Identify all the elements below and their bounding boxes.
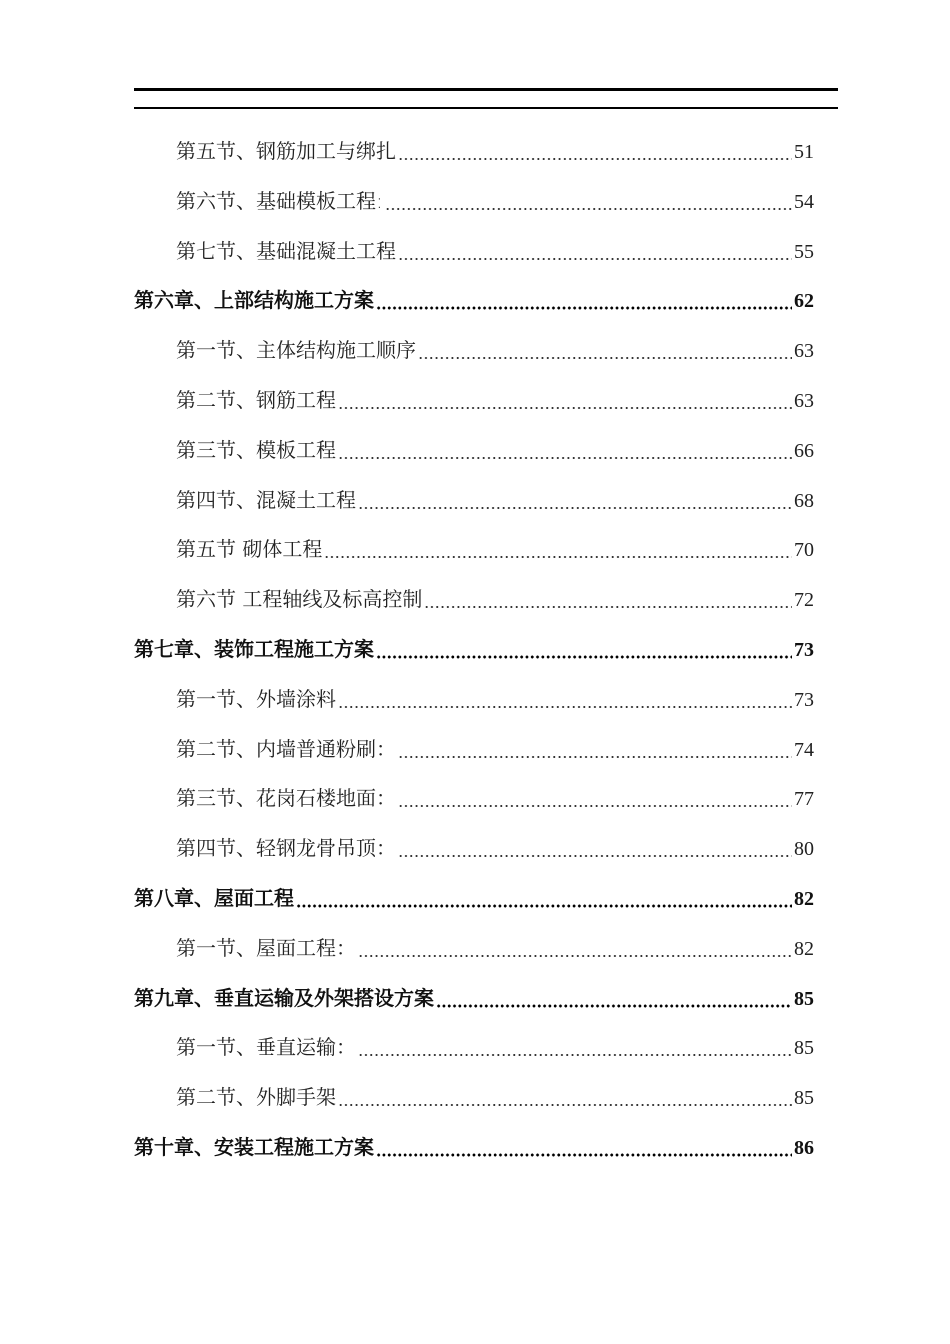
- toc-dot-leader: [338, 1087, 792, 1107]
- toc-page-number: 77: [794, 788, 814, 811]
- toc-chapter-entry[interactable]: [134, 625, 814, 675]
- toc-chapter-entry[interactable]: [134, 974, 814, 1024]
- toc-entry-title: 第六章、上部结构施工方案: [134, 288, 374, 313]
- toc-section-entry[interactable]: [134, 924, 814, 974]
- toc-dot-leader: [398, 739, 792, 759]
- toc-dot-leader: [436, 988, 792, 1008]
- header-rule-thick: [134, 88, 838, 91]
- toc-page-number: 80: [794, 838, 814, 861]
- toc-section-entry[interactable]: [134, 177, 814, 227]
- toc-dot-leader: [296, 888, 792, 908]
- toc-dot-leader: [398, 838, 792, 858]
- toc-dot-leader: [398, 241, 792, 261]
- toc-chapter-entry[interactable]: [134, 276, 814, 326]
- toc-entry-title: 第一节、屋面工程：: [176, 935, 356, 960]
- toc-dot-leader: [358, 490, 792, 510]
- toc-section-entry[interactable]: [134, 227, 814, 277]
- toc-entry-title: 第六节 工程轴线及标高控制: [176, 587, 423, 612]
- toc-page-number: 82: [794, 887, 814, 910]
- toc-entry-title: 第九章、垂直运输及外架搭设方案: [134, 985, 434, 1010]
- toc-dot-leader: [398, 788, 792, 808]
- toc-entry-title: 第一节、主体结构施工顺序: [176, 338, 416, 363]
- toc-entry-title: 第七章、装饰工程施工方案: [134, 636, 374, 661]
- toc-section-entry[interactable]: [134, 376, 814, 426]
- toc-page-number: 70: [794, 539, 814, 562]
- toc-section-entry[interactable]: [134, 525, 814, 575]
- toc-section-entry[interactable]: [134, 326, 814, 376]
- toc-page-number: 85: [794, 1087, 814, 1110]
- toc-entry-title: 第三节、模板工程: [176, 437, 336, 462]
- toc-entry-title: 第二节、外脚手架: [176, 1085, 336, 1110]
- toc-page-number: 62: [794, 290, 814, 313]
- toc-chapter-entry[interactable]: [134, 874, 814, 924]
- toc-entry-title: 第七节、基础混凝土工程: [176, 238, 396, 263]
- toc-dot-leader: [324, 539, 792, 559]
- toc-entry-title: 第二节、钢筋工程: [176, 387, 336, 412]
- toc-section-entry[interactable]: [134, 1073, 814, 1123]
- toc-dot-leader: [358, 938, 792, 958]
- toc-entry-title: 第一节、外墙涂料: [176, 686, 336, 711]
- toc-page-number: 73: [794, 638, 814, 661]
- toc-dot-leader: [338, 390, 792, 410]
- toc-entry-title: 第八章、屋面工程: [134, 885, 294, 910]
- toc-page-number: 66: [794, 439, 814, 462]
- toc-section-entry[interactable]: [134, 725, 814, 775]
- toc-dot-leader: [424, 589, 792, 609]
- toc-page-number: 82: [794, 937, 814, 960]
- toc-dot-leader: [385, 191, 792, 211]
- toc-dot-leader: [358, 1037, 792, 1057]
- toc-page-number: 63: [794, 389, 814, 412]
- toc-dot-leader: [338, 689, 792, 709]
- toc-dot-leader: [418, 340, 792, 360]
- toc-page-number: 73: [794, 688, 814, 711]
- toc-entry-title: 第五节 砌体工程: [176, 537, 323, 562]
- toc-entry-title: 第一节、垂直运输：: [176, 1035, 356, 1060]
- header-rule-thin: [134, 107, 838, 109]
- toc-dot-leader: [376, 1137, 792, 1157]
- toc-page-number: 63: [794, 340, 814, 363]
- toc-section-entry[interactable]: [134, 1023, 814, 1073]
- toc-section-entry[interactable]: [134, 127, 814, 177]
- toc-page-number: 72: [794, 589, 814, 612]
- toc-page-number: 86: [794, 1136, 814, 1159]
- toc-section-entry[interactable]: [134, 774, 814, 824]
- toc-page-number: 55: [794, 240, 814, 263]
- toc-dot-leader: [376, 639, 792, 659]
- toc-entry-title: 第五节、钢筋加工与绑扎: [176, 139, 396, 163]
- toc-page-number: 68: [794, 489, 814, 512]
- toc-dot-leader: [398, 141, 792, 161]
- toc-entry-title: 第十章、安装工程施工方案: [134, 1134, 374, 1159]
- toc-section-entry[interactable]: [134, 575, 814, 625]
- toc-page-number: 85: [794, 987, 814, 1010]
- toc-section-entry[interactable]: [134, 675, 814, 725]
- toc-dot-leader: [376, 290, 792, 310]
- toc-section-entry[interactable]: [134, 824, 814, 874]
- toc-chapter-entry[interactable]: [134, 1123, 814, 1173]
- toc-section-entry[interactable]: [134, 426, 814, 476]
- toc-entry-title: 第六节、基础模板工程:: [176, 188, 383, 213]
- table-of-contents: [134, 127, 814, 1173]
- toc-dot-leader: [338, 440, 792, 460]
- toc-entry-title: 第二节、内墙普通粉刷：: [176, 736, 396, 761]
- toc-page-number: 51: [794, 141, 814, 163]
- toc-entry-title: 第三节、花岗石楼地面：: [176, 786, 396, 811]
- toc-page-number: 74: [794, 738, 814, 761]
- toc-entry-title: 第四节、轻钢龙骨吊顶：: [176, 836, 396, 861]
- toc-entry-title: 第四节、混凝土工程: [176, 487, 356, 512]
- toc-page-number: 54: [794, 190, 814, 213]
- toc-section-entry[interactable]: [134, 476, 814, 526]
- toc-page-number: 85: [794, 1037, 814, 1060]
